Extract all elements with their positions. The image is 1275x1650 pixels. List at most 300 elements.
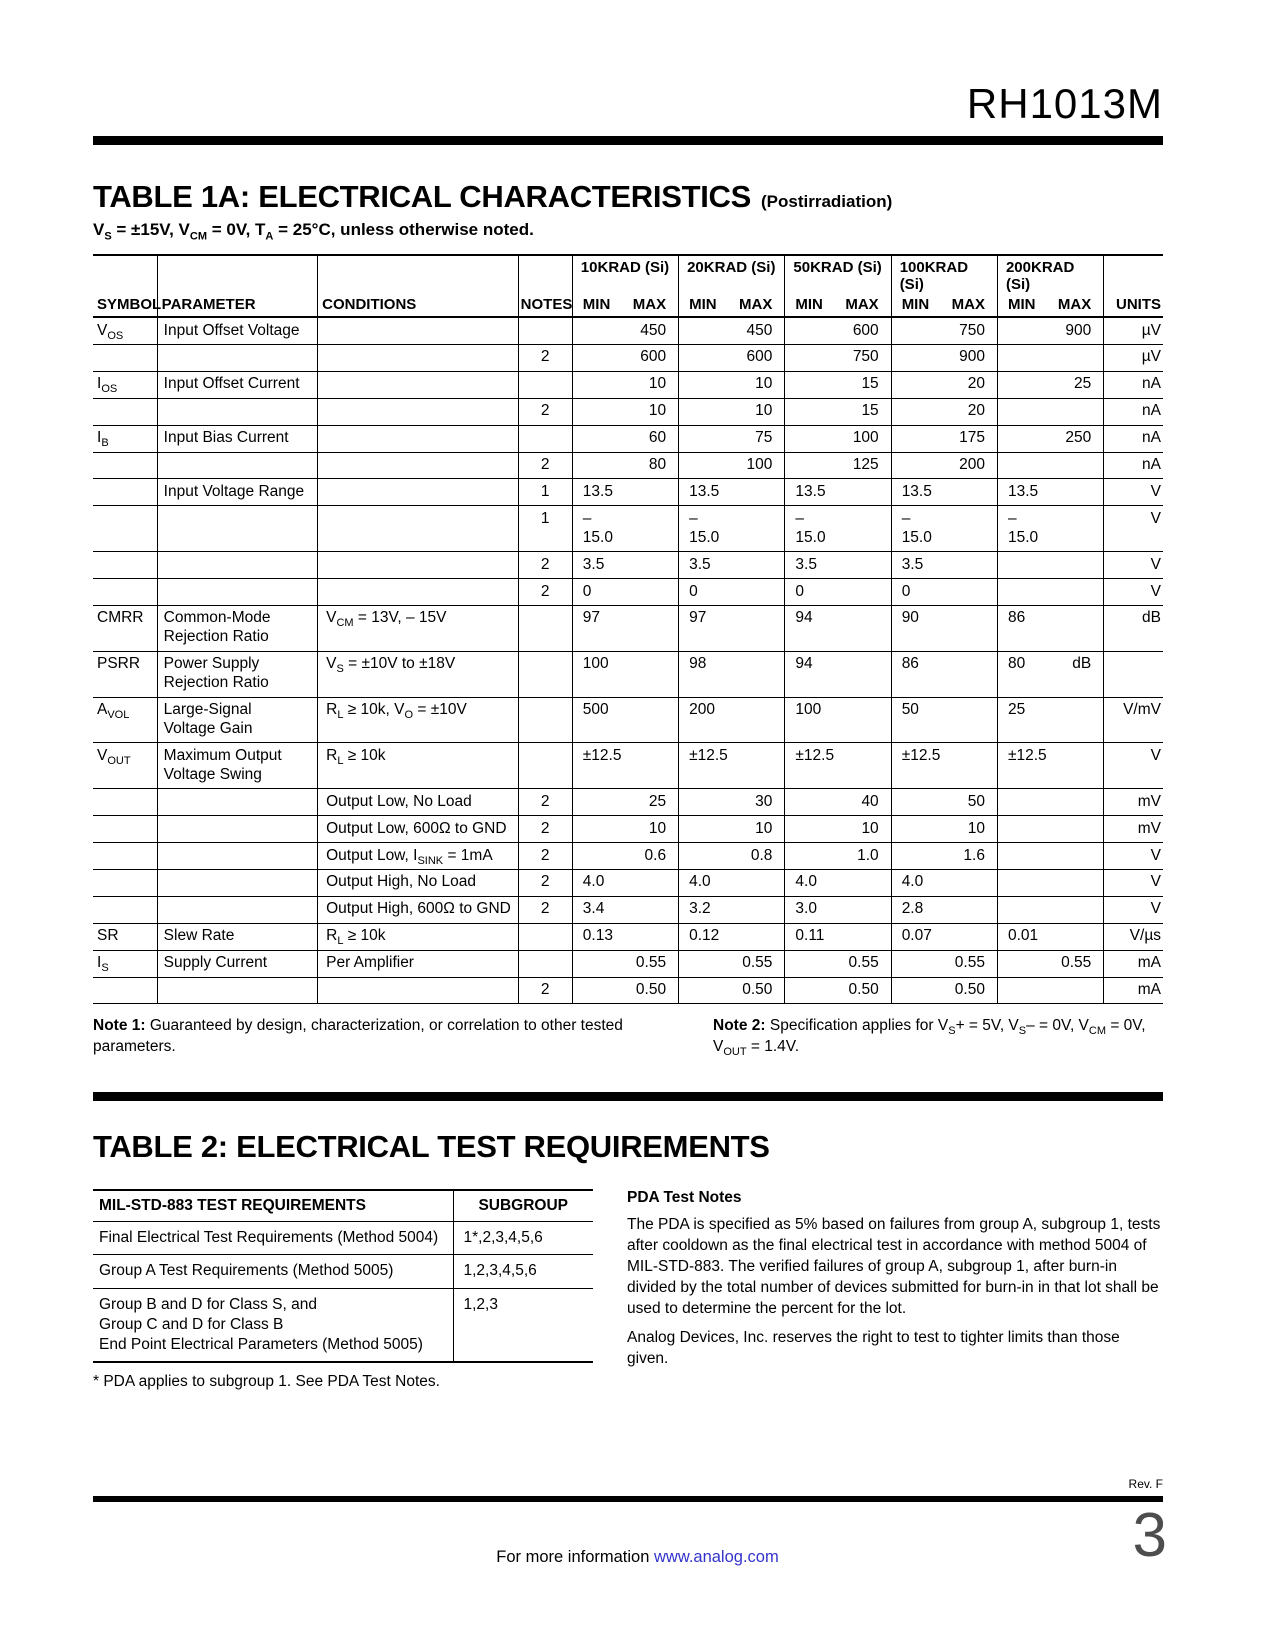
table1-row	[93, 789, 1163, 816]
max-value-cell: 200	[939, 452, 997, 479]
max-value-cell	[939, 579, 997, 606]
min-value-cell: 500	[572, 697, 620, 743]
max-value-cell	[833, 869, 891, 896]
max-value-cell	[620, 869, 678, 896]
min-value-cell: 25	[997, 697, 1045, 743]
min-value-cell: 3.5	[572, 552, 620, 579]
min-value-cell: 97	[679, 605, 727, 651]
symbol-cell	[93, 344, 157, 371]
min-value-cell: 4.0	[891, 869, 939, 896]
col-header-min: MIN	[679, 293, 727, 317]
units-cell: V	[1104, 743, 1163, 789]
conditions-cell	[318, 452, 519, 479]
notes-cell: 2	[518, 398, 572, 425]
min-value-cell	[679, 789, 727, 816]
min-value-cell	[785, 789, 833, 816]
table1-subtitle: $V_S = \pm 15V$, $V_{CM} = 0V$, $T_A = 25^\circ C$, unless otherwise noted.	[93, 220, 534, 243]
max-value-cell	[727, 552, 785, 579]
subgroup-cell: 1,2,3,4,5,6	[453, 1255, 593, 1288]
max-value-cell: 10	[727, 371, 785, 398]
col-header-conditions: CONDITIONS	[318, 255, 519, 317]
notes-section	[93, 1016, 1163, 1058]
units-cell: µV	[1104, 317, 1163, 344]
max-value-cell: 10	[939, 816, 997, 843]
min-value-cell: 86	[997, 605, 1045, 651]
min-value-cell: 0	[679, 579, 727, 606]
notes-cell	[518, 923, 572, 950]
max-value-cell	[939, 697, 997, 743]
table2-footnote: * PDA applies to subgroup 1. See PDA Test Notes.	[93, 1373, 440, 1391]
max-value-cell: 15	[833, 398, 891, 425]
max-value-cell: 0.55	[939, 950, 997, 977]
max-value-cell: dB	[1046, 651, 1104, 697]
min-value-cell	[679, 977, 727, 1004]
col-header-subgroup: SUBGROUP	[453, 1190, 593, 1222]
min-value-cell	[572, 977, 620, 1004]
units-cell	[1104, 651, 1163, 697]
min-value-cell	[785, 950, 833, 977]
max-value-cell	[727, 923, 785, 950]
notes-cell	[518, 697, 572, 743]
min-value-cell: 3.0	[785, 896, 833, 923]
units-cell: V	[1104, 896, 1163, 923]
column-group-header: 100KRAD (Si)	[891, 255, 997, 293]
min-value-cell: 0	[572, 579, 620, 606]
max-value-cell: 25	[620, 789, 678, 816]
min-value-cell	[891, 816, 939, 843]
max-value-cell	[1046, 552, 1104, 579]
notes-cell	[518, 950, 572, 977]
revision-label: Rev. F	[1128, 1477, 1163, 1491]
notes-cell: 2	[518, 816, 572, 843]
min-value-cell	[785, 816, 833, 843]
conditions-cell	[318, 479, 519, 506]
max-value-cell	[939, 552, 997, 579]
note-1-label: Note 1:	[93, 1017, 146, 1035]
units-cell: V/µs	[1104, 923, 1163, 950]
parameter-cell	[157, 816, 317, 843]
pda-heading: PDA Test Notes	[627, 1189, 742, 1207]
max-value-cell: 0.50	[727, 977, 785, 1004]
min-value-cell	[891, 344, 939, 371]
table1-row	[93, 950, 1163, 977]
min-value-cell: –15.0	[679, 506, 727, 552]
max-value-cell	[939, 743, 997, 789]
units-cell: V/mV	[1104, 697, 1163, 743]
units-cell: nA	[1104, 425, 1163, 452]
min-value-cell: 3.2	[679, 896, 727, 923]
max-value-cell	[939, 923, 997, 950]
max-value-cell	[939, 869, 997, 896]
header-rule	[93, 136, 1163, 145]
table2-row	[93, 1222, 593, 1255]
table1-row	[93, 896, 1163, 923]
max-value-cell	[1046, 344, 1104, 371]
min-value-cell: –15.0	[785, 506, 833, 552]
subgroup-cell: 1*,2,3,4,5,6	[453, 1222, 593, 1255]
parameter-cell	[157, 552, 317, 579]
max-value-cell	[727, 869, 785, 896]
min-value-cell	[997, 950, 1045, 977]
min-value-cell: ±12.5	[679, 743, 727, 789]
min-value-cell	[997, 552, 1045, 579]
min-value-cell: 0.01	[997, 923, 1045, 950]
units-cell: V	[1104, 479, 1163, 506]
table1-title-suffix: (Postirradiation)	[761, 192, 893, 211]
max-value-cell: 10	[620, 371, 678, 398]
min-value-cell	[891, 371, 939, 398]
max-value-cell: 10	[727, 398, 785, 425]
pda-para-1: The PDA is specified as 5% based on failures from group A, subgroup 1, tests after cooldown as the final electrical test in accordance with method 5004 of MIL-STD-883. The verified failures of group A, subgroup 1, after burn-in divided by the total number of devices submitted for burn-in in that lot shall be used to determine the percent for the lot.	[627, 1216, 1161, 1317]
min-value-cell	[891, 789, 939, 816]
min-value-cell	[572, 950, 620, 977]
max-value-cell: 0.50	[620, 977, 678, 1004]
min-value-cell	[572, 317, 620, 344]
notes-cell: 1	[518, 479, 572, 506]
notes-cell: 2	[518, 896, 572, 923]
max-value-cell: 80	[620, 452, 678, 479]
symbol-cell	[93, 479, 157, 506]
symbol-cell: $V_{OS}$	[93, 317, 157, 344]
max-value-cell: 0.55	[833, 950, 891, 977]
conditions-cell	[318, 371, 519, 398]
max-value-cell	[833, 651, 891, 697]
footer-rule	[93, 1496, 1163, 1502]
electrical-characteristics-table	[93, 254, 1163, 1004]
symbol-cell: $V_{OUT}$	[93, 743, 157, 789]
max-value-cell	[833, 896, 891, 923]
min-value-cell: 0	[891, 579, 939, 606]
col-header-min: MIN	[572, 293, 620, 317]
max-value-cell	[727, 896, 785, 923]
min-value-cell	[997, 843, 1045, 870]
symbol-cell: PSRR	[93, 651, 157, 697]
conditions-cell: $V_S = \pm 10V$ to ±18V	[318, 651, 519, 697]
col-header-min: MIN	[997, 293, 1045, 317]
max-value-cell: 750	[939, 317, 997, 344]
parameter-cell: Large-Signal Voltage Gain	[157, 697, 317, 743]
min-value-cell	[679, 398, 727, 425]
min-value-cell	[785, 425, 833, 452]
notes-cell	[518, 371, 572, 398]
notes-cell: 2	[518, 552, 572, 579]
table1-row	[93, 697, 1163, 743]
max-value-cell	[727, 651, 785, 697]
notes-cell	[518, 743, 572, 789]
table1-row	[93, 425, 1163, 452]
conditions-cell: $R_L \ge 10k$	[318, 923, 519, 950]
max-value-cell: 60	[620, 425, 678, 452]
symbol-cell	[93, 398, 157, 425]
parameter-cell: Maximum Output Voltage Swing	[157, 743, 317, 789]
min-value-cell: 13.5	[785, 479, 833, 506]
col-header-max: MAX	[833, 293, 891, 317]
parameter-cell: Supply Current	[157, 950, 317, 977]
table1-title-text: TABLE 1A: ELECTRICAL CHARACTERISTICS	[93, 179, 752, 214]
min-value-cell: 94	[785, 651, 833, 697]
max-value-cell	[833, 923, 891, 950]
units-cell: V	[1104, 869, 1163, 896]
min-value-cell: 100	[572, 651, 620, 697]
max-value-cell: 20	[939, 398, 997, 425]
max-value-cell	[1046, 896, 1104, 923]
max-value-cell	[727, 697, 785, 743]
column-group-header: 50KRAD (Si)	[785, 255, 891, 293]
max-value-cell: 75	[727, 425, 785, 452]
min-value-cell: 3.5	[891, 552, 939, 579]
table2-body	[93, 1222, 593, 1362]
units-cell: mV	[1104, 789, 1163, 816]
col-header-max: MAX	[1046, 293, 1104, 317]
max-value-cell	[620, 552, 678, 579]
table1-row	[93, 816, 1163, 843]
symbol-cell: $I_{OS}$	[93, 371, 157, 398]
notes-cell: 2	[518, 344, 572, 371]
notes-cell	[518, 425, 572, 452]
symbol-cell	[93, 552, 157, 579]
max-value-cell: 1.6	[939, 843, 997, 870]
symbol-cell	[93, 506, 157, 552]
conditions-cell: $V_{CM} = 13V$, – 15V	[318, 605, 519, 651]
min-value-cell	[785, 398, 833, 425]
max-value-cell: 15	[833, 371, 891, 398]
min-value-cell: –15.0	[891, 506, 939, 552]
max-value-cell	[620, 896, 678, 923]
units-cell: nA	[1104, 452, 1163, 479]
min-value-cell	[785, 371, 833, 398]
min-value-cell: 90	[891, 605, 939, 651]
notes-cell: 1	[518, 506, 572, 552]
max-value-cell	[1046, 923, 1104, 950]
max-value-cell	[620, 651, 678, 697]
table1-body	[93, 317, 1163, 1004]
notes-cell	[518, 651, 572, 697]
min-value-cell: 13.5	[891, 479, 939, 506]
test-requirements-table	[93, 1189, 593, 1363]
symbol-cell: SR	[93, 923, 157, 950]
table1-row	[93, 843, 1163, 870]
min-value-cell	[997, 869, 1045, 896]
max-value-cell	[1046, 605, 1104, 651]
parameter-cell: Common-Mode Rejection Ratio	[157, 605, 317, 651]
max-value-cell: 0.50	[833, 977, 891, 1004]
pda-para-2: Analog Devices, Inc. reserves the right to test to tighter limits than those given.	[627, 1328, 1120, 1367]
min-value-cell	[997, 452, 1045, 479]
symbol-cell	[93, 579, 157, 606]
conditions-cell	[318, 579, 519, 606]
max-value-cell	[833, 506, 891, 552]
symbol-cell	[93, 896, 157, 923]
max-value-cell	[620, 506, 678, 552]
min-value-cell: 13.5	[997, 479, 1045, 506]
max-value-cell: 600	[620, 344, 678, 371]
parameter-cell	[157, 398, 317, 425]
max-value-cell	[939, 605, 997, 651]
col-header-mil-std: MIL-STD-883 TEST REQUIREMENTS	[93, 1190, 453, 1222]
notes-cell	[518, 605, 572, 651]
parameter-cell: Input Bias Current	[157, 425, 317, 452]
conditions-cell: Output Low, 600Ω to GND	[318, 816, 519, 843]
symbol-cell	[93, 843, 157, 870]
min-value-cell	[679, 317, 727, 344]
min-value-cell: 3.4	[572, 896, 620, 923]
symbol-cell: $I_B$	[93, 425, 157, 452]
parameter-cell: Power Supply Rejection Ratio	[157, 651, 317, 697]
max-value-cell: 600	[833, 317, 891, 344]
units-cell: mA	[1104, 950, 1163, 977]
min-value-cell	[572, 344, 620, 371]
conditions-cell: Per Amplifier	[318, 950, 519, 977]
col-header-max: MAX	[939, 293, 997, 317]
max-value-cell: 0.55	[620, 950, 678, 977]
max-value-cell: 100	[727, 452, 785, 479]
max-value-cell	[939, 896, 997, 923]
note-2-label: Note 2:	[713, 1017, 766, 1035]
notes-cell: 2	[518, 579, 572, 606]
table2-header	[93, 1190, 593, 1222]
units-cell: nA	[1104, 398, 1163, 425]
max-value-cell	[620, 605, 678, 651]
min-value-cell	[997, 579, 1045, 606]
parameter-cell	[157, 344, 317, 371]
parameter-cell	[157, 452, 317, 479]
min-value-cell	[679, 816, 727, 843]
units-cell: nA	[1104, 371, 1163, 398]
max-value-cell: 10	[620, 816, 678, 843]
max-value-cell: 175	[939, 425, 997, 452]
min-value-cell	[572, 371, 620, 398]
table1-row	[93, 743, 1163, 789]
min-value-cell: 3.5	[679, 552, 727, 579]
col-header-symbol: SYMBOL	[93, 255, 157, 317]
max-value-cell	[620, 479, 678, 506]
table1-row	[93, 869, 1163, 896]
min-value-cell: –15.0	[572, 506, 620, 552]
parameter-cell	[157, 843, 317, 870]
col-header-parameter: PARAMETER	[157, 255, 317, 317]
max-value-cell: 900	[1046, 317, 1104, 344]
min-value-cell	[679, 950, 727, 977]
symbol-cell: CMRR	[93, 605, 157, 651]
requirement-cell: Final Electrical Test Requirements (Method 5004)	[93, 1222, 453, 1255]
parameter-cell: Input Offset Current	[157, 371, 317, 398]
pda-notes	[627, 1189, 1163, 1391]
max-value-cell: 450	[727, 317, 785, 344]
min-value-cell: ±12.5	[785, 743, 833, 789]
min-value-cell	[679, 344, 727, 371]
min-value-cell	[679, 371, 727, 398]
symbol-cell: $A_{VOL}$	[93, 697, 157, 743]
max-value-cell: 125	[833, 452, 891, 479]
max-value-cell: 600	[727, 344, 785, 371]
min-value-cell	[572, 816, 620, 843]
symbol-cell	[93, 977, 157, 1004]
max-value-cell: 900	[939, 344, 997, 371]
table1-row	[93, 923, 1163, 950]
table1-row	[93, 579, 1163, 606]
max-value-cell	[620, 697, 678, 743]
table2-row	[93, 1255, 593, 1288]
conditions-cell: Output Low, $I_{SINK} = 1mA$	[318, 843, 519, 870]
min-value-cell	[572, 789, 620, 816]
parameter-cell: Input Offset Voltage	[157, 317, 317, 344]
units-cell: V	[1104, 552, 1163, 579]
symbol-cell	[93, 452, 157, 479]
units-cell: V	[1104, 843, 1163, 870]
conditions-cell: $R_L \ge 10k$, $V_O = \pm 10V$	[318, 697, 519, 743]
max-value-cell: 250	[1046, 425, 1104, 452]
notes-cell	[518, 317, 572, 344]
footer-info	[0, 1548, 1275, 1567]
symbol-cell	[93, 789, 157, 816]
min-value-cell	[997, 789, 1045, 816]
max-value-cell	[1046, 506, 1104, 552]
max-value-cell	[620, 579, 678, 606]
parameter-cell: Slew Rate	[157, 923, 317, 950]
min-value-cell	[679, 452, 727, 479]
column-group-header: 10KRAD (Si)	[572, 255, 678, 293]
units-cell: mV	[1104, 816, 1163, 843]
min-value-cell: 4.0	[785, 869, 833, 896]
units-cell: µV	[1104, 344, 1163, 371]
min-value-cell	[891, 425, 939, 452]
min-value-cell	[997, 317, 1045, 344]
requirement-cell: Group B and D for Class S, and Group C and D for Class B End Point Electrical Parameters (Method 5005)	[93, 1288, 453, 1362]
table1-row	[93, 506, 1163, 552]
max-value-cell: 0.8	[727, 843, 785, 870]
min-value-cell	[997, 398, 1045, 425]
max-value-cell: 0.6	[620, 843, 678, 870]
min-value-cell	[572, 398, 620, 425]
max-value-cell: 0.50	[939, 977, 997, 1004]
min-value-cell	[679, 425, 727, 452]
max-value-cell	[1046, 869, 1104, 896]
min-value-cell	[785, 317, 833, 344]
min-value-cell	[997, 371, 1045, 398]
notes-cell: 2	[518, 789, 572, 816]
min-value-cell: 94	[785, 605, 833, 651]
table1-row	[93, 344, 1163, 371]
units-cell: V	[1104, 579, 1163, 606]
table2-title: TABLE 2: ELECTRICAL TEST REQUIREMENTS	[93, 1129, 770, 1165]
analog-link[interactable]: www.analog.com	[653, 1548, 779, 1566]
conditions-cell	[318, 398, 519, 425]
min-value-cell: 2.8	[891, 896, 939, 923]
min-value-cell: 3.5	[785, 552, 833, 579]
min-value-cell	[997, 977, 1045, 1004]
col-header-min: MIN	[785, 293, 833, 317]
max-value-cell	[1046, 843, 1104, 870]
min-value-cell	[785, 344, 833, 371]
footer-info-text: For more information	[496, 1548, 654, 1566]
max-value-cell	[1046, 697, 1104, 743]
parameter-cell	[157, 789, 317, 816]
min-value-cell	[997, 344, 1045, 371]
note-2-text: Specification applies for $V_S+ = 5V$, $V_S- = 0V$, $V_{CM} = 0V$, $V_{OUT} = 1.4V$.	[713, 1017, 1146, 1059]
max-value-cell	[1046, 479, 1104, 506]
notes-cell: 2	[518, 452, 572, 479]
symbol-cell	[93, 869, 157, 896]
conditions-cell	[318, 552, 519, 579]
max-value-cell: 100	[833, 425, 891, 452]
table1-row	[93, 605, 1163, 651]
table2-row	[93, 1288, 593, 1362]
conditions-cell	[318, 317, 519, 344]
min-value-cell	[997, 425, 1045, 452]
table1-group-row	[93, 255, 1163, 293]
max-value-cell	[727, 506, 785, 552]
max-value-cell: 450	[620, 317, 678, 344]
